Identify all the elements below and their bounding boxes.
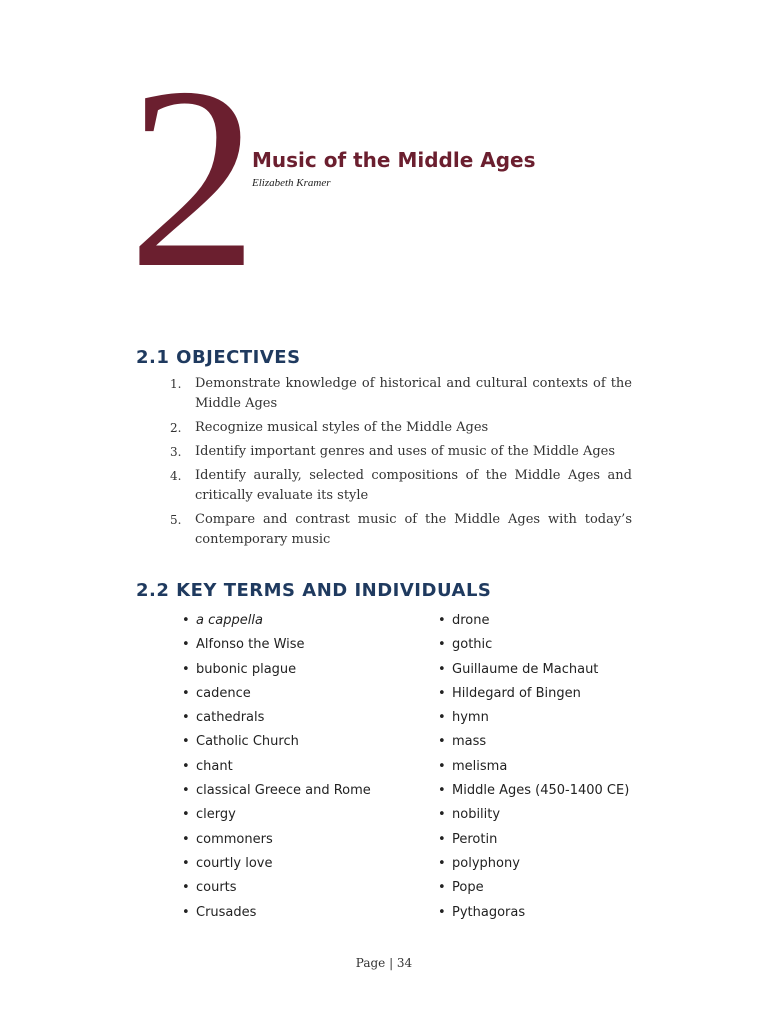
objective-item bbox=[170, 442, 632, 462]
page-number: Page | 34 bbox=[355, 956, 413, 970]
key-term-item: • melisma bbox=[438, 757, 629, 781]
key-term-item: • clergy bbox=[182, 805, 371, 829]
key-term-item: • a cappella bbox=[182, 611, 371, 635]
key-term-item: • classical Greece and Rome bbox=[182, 781, 371, 805]
key-term-item: • gothic bbox=[438, 635, 629, 659]
key-term-item: • commoners bbox=[182, 830, 371, 854]
key-term-item: • Pope bbox=[438, 878, 629, 902]
key-term-item: • hymn bbox=[438, 708, 629, 732]
chapter-title: Music of the Middle Ages bbox=[252, 148, 536, 172]
objective-item bbox=[170, 510, 632, 550]
key-term-item: • bubonic plague bbox=[182, 660, 371, 684]
key-term-item: • Crusades bbox=[182, 903, 371, 927]
objective-number: 2. bbox=[170, 421, 182, 435]
key-term-item: • cathedrals bbox=[182, 708, 371, 732]
key-term-item: • courtly love bbox=[182, 854, 371, 878]
key-term-item: • Hildegard of Bingen bbox=[438, 684, 629, 708]
objectives-heading: 2.1 OBJECTIVES bbox=[136, 347, 301, 368]
objective-text: Identify important genres and uses of music of the Middle Ages bbox=[195, 444, 616, 459]
objective-text: Demonstrate knowledge of historical and cultural contexts of the Middle Ages bbox=[195, 376, 632, 411]
objective-item bbox=[170, 466, 632, 506]
key-term-item: • Middle Ages (450-1400 CE) bbox=[438, 781, 629, 805]
objective-number: 4. bbox=[170, 469, 182, 483]
key-term-item: • polyphony bbox=[438, 854, 629, 878]
key-term-item: • Alfonso the Wise bbox=[182, 635, 371, 659]
objective-text: Identify aurally, selected compositions of the Middle Ages and critically evaluate its style bbox=[195, 468, 632, 503]
key-term-item: • nobility bbox=[438, 805, 629, 829]
objective-text: Compare and contrast music of the Middle Ages with today’s contemporary music bbox=[195, 512, 632, 547]
key-terms-heading: 2.2 KEY TERMS AND INDIVIDUALS bbox=[136, 580, 492, 601]
key-terms-list-left bbox=[182, 611, 371, 927]
key-terms-list-right bbox=[438, 611, 629, 927]
objective-number: 3. bbox=[170, 445, 182, 459]
objective-text: Recognize musical styles of the Middle Ages bbox=[195, 420, 489, 435]
objective-number: 1. bbox=[170, 377, 182, 391]
objectives-list bbox=[170, 374, 632, 554]
key-term-item: • Guillaume de Machaut bbox=[438, 660, 629, 684]
chapter-author: Elizabeth Kramer bbox=[252, 177, 331, 189]
key-term-item: • courts bbox=[182, 878, 371, 902]
objective-number: 5. bbox=[170, 513, 182, 527]
chapter-number: 2 bbox=[128, 34, 252, 322]
key-term-item: • Pythagoras bbox=[438, 903, 629, 927]
objective-item bbox=[170, 418, 632, 438]
key-term-item: • mass bbox=[438, 732, 629, 756]
key-term-item: • chant bbox=[182, 757, 371, 781]
objective-item bbox=[170, 374, 632, 414]
key-term-item: • Perotin bbox=[438, 830, 629, 854]
key-term-item: • drone bbox=[438, 611, 629, 635]
key-term-item: • cadence bbox=[182, 684, 371, 708]
key-term-item: • Catholic Church bbox=[182, 732, 371, 756]
